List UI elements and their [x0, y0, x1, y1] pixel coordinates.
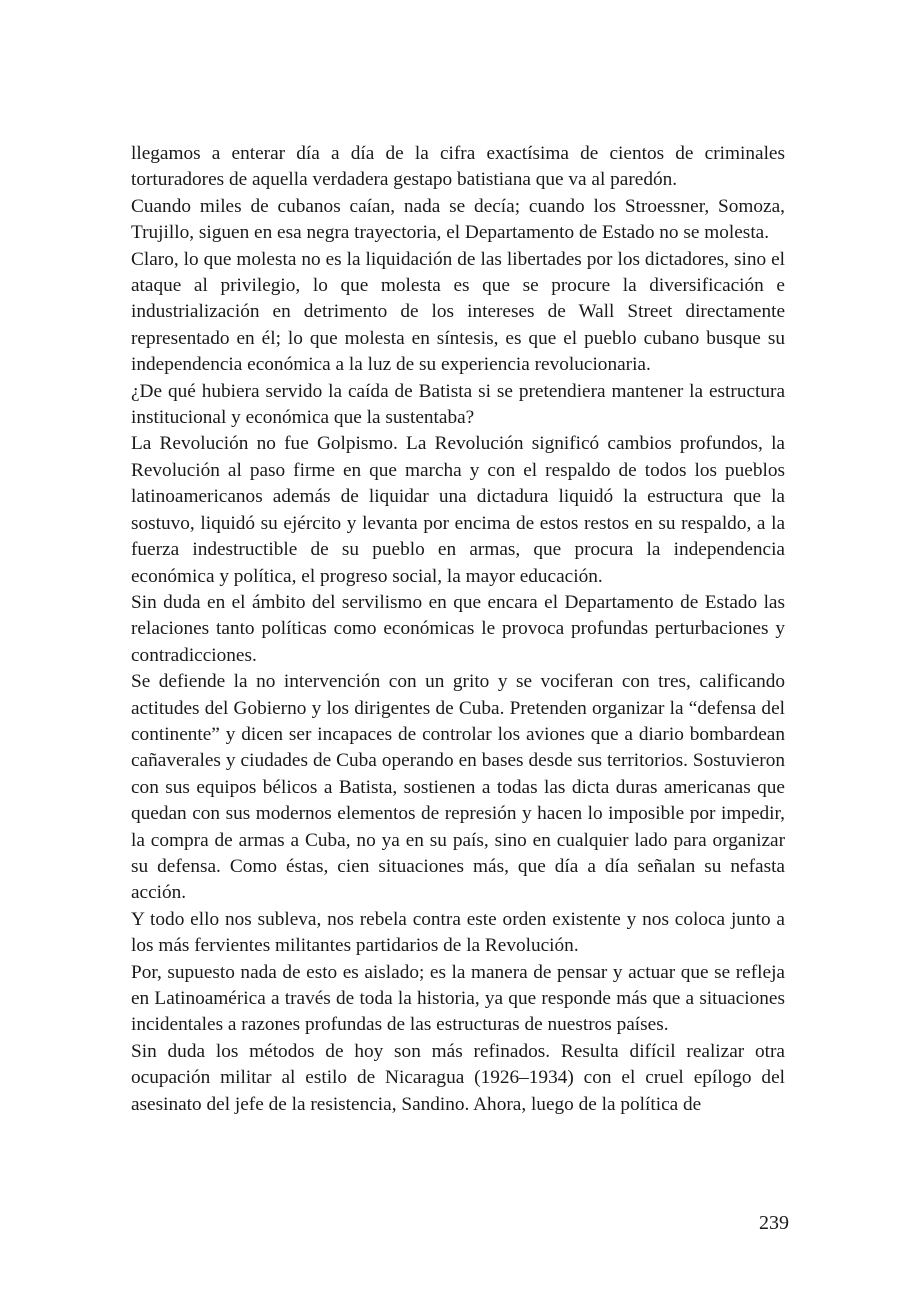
- body-text: [131, 141, 785, 1118]
- page-number: 239: [759, 1212, 789, 1234]
- paragraph: Y todo ello nos subleva, nos rebela contra este orden existente y nos coloca junto a los más fervientes militantes partidarios de la Revolución.: [131, 908, 785, 957]
- paragraph: ¿De qué hubiera servido la caída de Batista si se pretendiera mantener la estructura institucional y económica que la sustentaba?: [131, 380, 785, 429]
- paragraph: Sin duda los métodos de hoy son más refinados. Resulta difícil realizar otra ocupación militar al estilo de Nicaragua (1926–1934) con el cruel epílogo del asesinato del jefe de la resistencia, Sandino. Ahora, luego de la política de: [131, 1040, 785, 1115]
- paragraph: Se defiende la no intervención con un grito y se vociferan con tres, calificando actitudes del Gobierno y los dirigentes de Cuba. Pretenden organizar la “defensa del continente” y dicen ser incapaces de controlar los aviones que a diario bombardean cañaverales y ciudades de Cuba operando en bases desde sus territorios. Sostuvieron con sus equipos bélicos a Batista, sostienen a todas las dicta duras americanas que quedan con sus modernos elementos de represión y hacen lo imposible por impedir, la compra de armas a Cuba, no ya en su país, sino en cualquier lado para organizar su defensa. Como éstas, cien situaciones más, que día a día señalan su nefasta acción.: [131, 671, 785, 904]
- paragraph: Por, supuesto nada de esto es aislado; es la manera de pensar y actuar que se refleja en Latinoamérica a través de toda la historia, ya que responde más que a situaciones incidentales a razones profundas de las estructuras de nuestros países.: [131, 961, 785, 1036]
- paragraph: Sin duda en el ámbito del servilismo en que encara el Departamento de Estado las relaciones tanto políticas como económicas le provoca profundas perturbaciones y contradicciones.: [131, 591, 785, 666]
- paragraph: La Revolución no fue Golpismo. La Revolución significó cambios profundos, la Revolución al paso firme en que marcha y con el respaldo de todos los pueblos latinoamericanos además de liquidar una dictadura liquidó la estructura que la sostuvo, liquidó su ejército y levanta por encima de estos restos en su respaldo, a la fuerza indestructible de su pueblo en armas, que procura la independencia económica y política, el progreso social, la mayor educación.: [131, 433, 785, 587]
- paragraph: Claro, lo que molesta no es la liquidación de las libertades por los dictadores, sino el ataque al privilegio, lo que molesta es que se procure la diversificación e industrialización en detrimento de los intereses de Wall Street directamente representado en él; lo que molesta en síntesis, es que el pueblo cubano busque su independencia económica a la luz de su experiencia revolucionaria.: [131, 248, 785, 376]
- paragraph: llegamos a enterar día a día de la cifra exactísima de cientos de criminales torturadores de aquella verdadera gestapo batistiana que va al paredón.: [131, 143, 785, 191]
- paragraph: Cuando miles de cubanos caían, nada se decía; cuando los Stroessner, Somoza, Trujillo, siguen en esa negra trayectoria, el Departamento de Estado no se molesta.: [131, 195, 785, 244]
